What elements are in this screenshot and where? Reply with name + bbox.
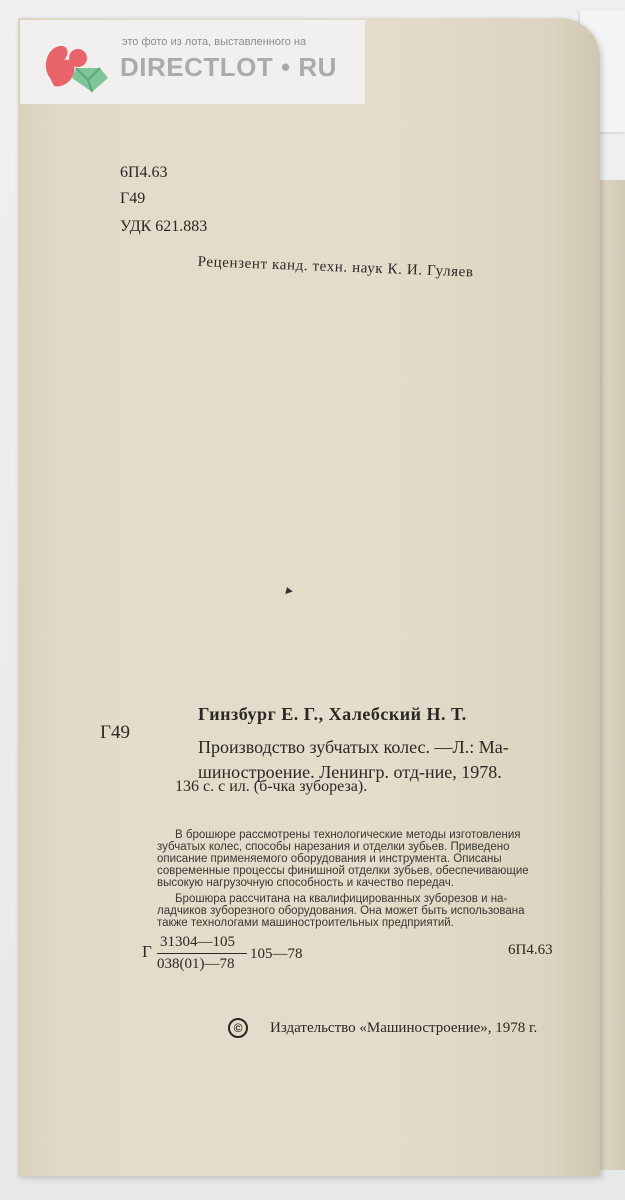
abstract-line: Брошюра рассчитана на квалифицированных зуборезов и на- (175, 893, 508, 905)
index-numerator: 31304—105 (160, 934, 235, 950)
abstract-line: также технологами машиностроительных предприятий. (157, 917, 454, 929)
index-denominator: 038(01)—78 (157, 956, 235, 972)
index-bbk: 6П4.63 (508, 942, 553, 958)
bbk-code: 6П4.63 (120, 164, 168, 181)
book-page (18, 18, 600, 1176)
description-line-1: Производство зубчатых колес. —Л.: Ма- (198, 737, 509, 757)
abstract-line: зубчатых колес, способы нарезания и отделки зубьев. Приведено (157, 841, 510, 853)
abstract-line: современные процессы финишной отделки зубьев, обеспечивающие (157, 865, 529, 877)
squirrel-logo-icon (42, 38, 112, 94)
copyright-icon: © (228, 1018, 248, 1038)
authors: Гинзбург Е. Г., Халебский Н. Т. (198, 704, 467, 724)
udk-code: УДК 621.883 (120, 218, 208, 235)
watermark-caption: это фото из лота, выставленного на (122, 36, 307, 48)
index-suffix: 105—78 (250, 946, 303, 962)
abstract-line: ладчиков зуборезного оборудования. Она может быть использована (157, 905, 525, 917)
fraction-bar (157, 953, 247, 954)
abstract-line: высокую нагрузочную способность и качество передач. (157, 877, 454, 889)
card-author-mark: Г49 (100, 722, 130, 743)
abstract-line: В брошюре рассмотрены технологические методы изготовления (175, 829, 521, 841)
page-count: 136 с. с ил. (б-чка зубореза). (175, 778, 368, 795)
copyright-text: Издательство «Машиностроение», 1978 г. (270, 1020, 538, 1036)
reviewer-line: Рецензент канд. техн. наук К. И. Гуляев (197, 254, 474, 281)
watermark-brand: DIRECTLOT • RU (120, 52, 337, 82)
description-line-2: шиностроение. Ленингр. отд-ние, 1978. (198, 762, 502, 782)
author-mark: Г49 (120, 190, 146, 207)
abstract-line: описание применяемого оборудования и инструмента. Описаны (157, 853, 502, 865)
index-prefix: Г (142, 942, 152, 961)
